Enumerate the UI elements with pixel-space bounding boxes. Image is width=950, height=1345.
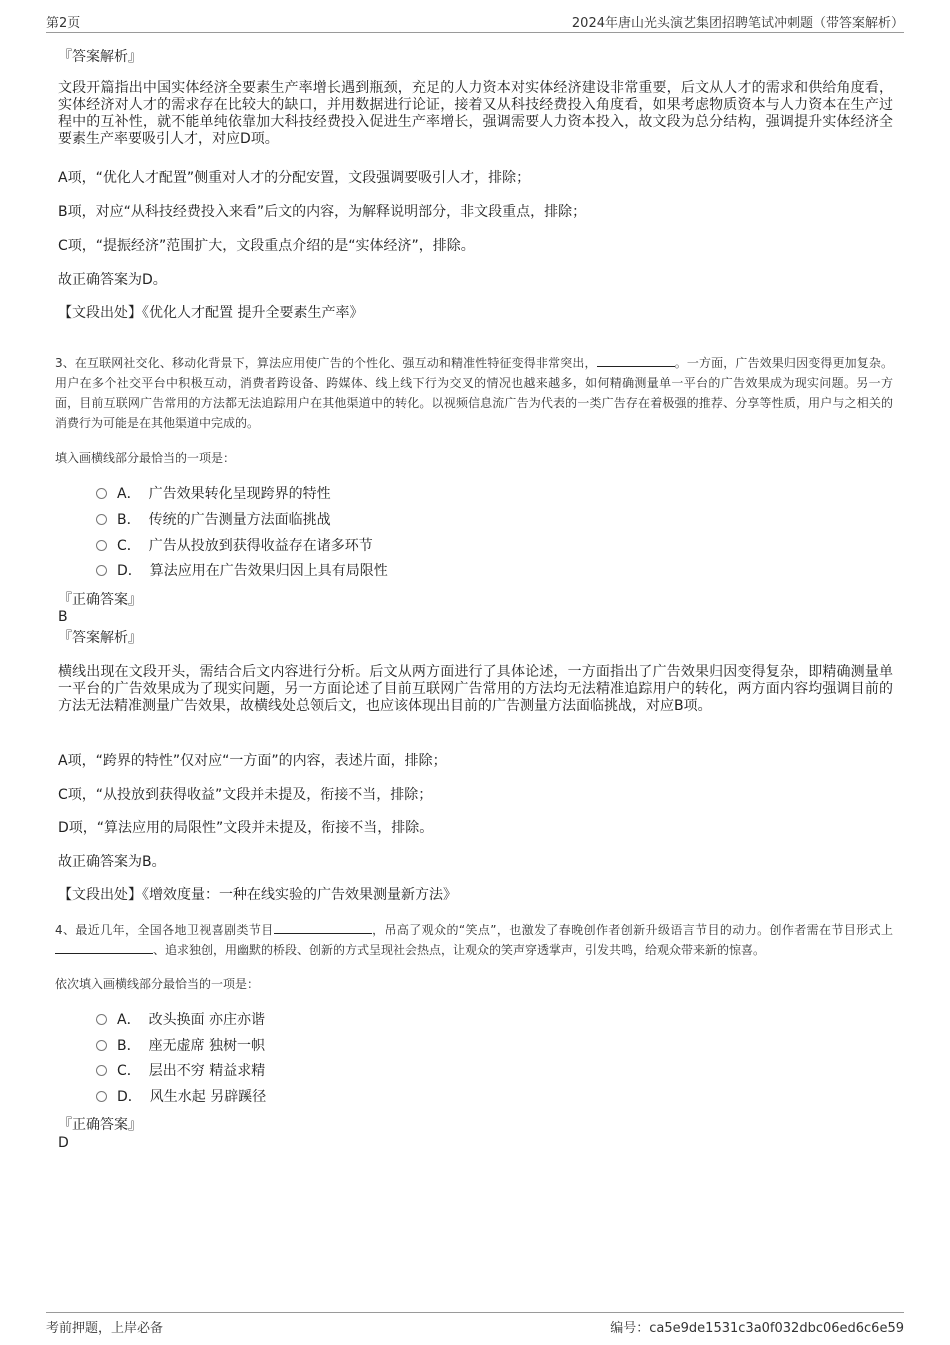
q3-blank — [597, 354, 675, 367]
q2-note-c: C项，“提振经济”范围扩大，文段重点介绍的是“实体经济”，排除。 — [58, 238, 475, 254]
q4-prompt: 依次填入画横线部分最恰当的一项是： — [55, 977, 260, 991]
radio-icon[interactable] — [96, 488, 107, 499]
q4-stem-part1: 4、最近几年，全国各地卫视喜剧类节目 — [55, 923, 274, 937]
q2-source-label: 【文段出处】 — [58, 305, 142, 321]
radio-icon[interactable] — [96, 540, 107, 551]
q4-option-a[interactable]: A． 改头换面 亦庄亦谐 — [96, 1010, 265, 1030]
radio-icon[interactable] — [96, 565, 107, 576]
footer-code-label: 编号： — [610, 1321, 650, 1336]
q2-note-a: A项，“优化人才配置”侧重对人才的分配安置，文段强调要吸引人才，排除； — [58, 170, 531, 186]
q3-conclusion: 故正确答案为B。 — [58, 854, 166, 870]
q3-option-b[interactable]: B． 传统的广告测量方法面临挑战 — [96, 510, 331, 530]
page-footer — [46, 1312, 904, 1337]
page-header — [46, 10, 904, 33]
q4-stem-part3: 、追求独创，用幽默的桥段、创新的方式呈现社会热点，让观众的笑声穿透掌声，引发共鸣，给观众带来新的惊喜。 — [153, 943, 766, 957]
q3-note-d: D项，“算法应用的局限性”文段并未提及，衔接不当，排除。 — [58, 820, 434, 836]
q3-option-d[interactable]: D． 算法应用在广告效果归因上具有局限性 — [96, 561, 388, 581]
radio-icon[interactable] — [96, 1065, 107, 1076]
radio-icon[interactable] — [96, 1040, 107, 1051]
q3-option-c[interactable]: C． 广告从投放到获得收益存在诸多环节 — [96, 536, 373, 556]
q2-conclusion: 故正确答案为D。 — [58, 272, 167, 288]
q4-stem — [55, 920, 893, 960]
q3-answer-label: 『正确答案』 — [58, 592, 142, 608]
q4-answer: D — [58, 1135, 69, 1151]
radio-icon[interactable] — [96, 1091, 107, 1102]
q3-analysis-label: 『答案解析』 — [58, 630, 142, 646]
footer-slogan: 考前押题，上岸必备 — [46, 1321, 164, 1336]
q2-note-b: B项，对应“从科技经费投入来看”后文的内容，为解释说明部分，非文段重点，排除； — [58, 204, 587, 220]
q4-option-d[interactable]: D． 风生水起 另辟蹊径 — [96, 1087, 266, 1107]
q3-stem-before: 3、在互联网社交化、移动化背景下，算法应用使广告的个性化、强互动和精准性特征变得非常突出， — [55, 356, 597, 370]
q3-note-a: A项，“跨界的特性”仅对应“一方面”的内容，表述片面，排除； — [58, 753, 447, 769]
q3-source — [58, 885, 893, 905]
q4-blank-2 — [55, 941, 153, 954]
page-number: 第2页 — [46, 16, 81, 31]
radio-icon[interactable] — [96, 514, 107, 525]
q3-stem-after: 。一方面，广告效果归因变得更加复杂。用户在多个社交平台中积极互动，消费者跨设备、跨媒体、线上线下行为交叉的情况也越来越多，如何精确测量单一平台的广告效果成为现实问题。另一方面，目前互联网广告常用的方法都无法追踪用户在其他渠道中的转化。以视频信息流广告为代表的一类广告存在着极强的推荐、分享等性质，用户与之相关的消费行为可能是在其他渠道中完成的。 — [55, 356, 893, 430]
q4-blank-1 — [274, 921, 372, 934]
q2-source — [58, 303, 893, 323]
q2-source-title: 《优化人才配置 提升全要素生产率》 — [142, 305, 364, 321]
q4-answer-label: 『正确答案』 — [58, 1117, 142, 1133]
footer-code — [610, 1317, 904, 1336]
document-title: 2024年唐山光头演艺集团招聘笔试冲刺题（带答案解析） — [571, 16, 904, 31]
q3-source-label: 【文段出处】 — [58, 887, 142, 903]
q2-analysis-label: 『答案解析』 — [58, 49, 142, 65]
q3-source-title: 《增效度量：一种在线实验的广告效果测量新方法》 — [142, 887, 457, 903]
q4-option-b[interactable]: B． 座无虚席 独树一帜 — [96, 1036, 265, 1056]
q3-answer: B — [58, 609, 68, 625]
q3-stem — [55, 353, 893, 433]
q3-note-c: C项，“从投放到获得收益”文段并未提及，衔接不当，排除； — [58, 787, 433, 803]
q2-analysis-text: 文段开篇指出中国实体经济全要素生产率增长遇到瓶颈，充足的人力资本对实体经济建设非常重要，后文从人才的需求和供给角度看，实体经济对人才的需求存在比较大的缺口，并用数据进行论证，接着又从科技经费投入角度看，如果考虑物质资本与人力资本在生产过程中的互补性，就不能单纯依靠加大科技经费投入促进生产率增长，强调需要人力资本投入，故文段为总分结构，强调提升实体经济全要素生产率要吸引人才，对应D项。 — [58, 80, 893, 147]
q3-analysis-text: 横线出现在文段开头，需结合后文内容进行分析。后文从两方面进行了具体论述，一方面指出了广告效果归因变得复杂，即精确测量单一平台的广告效果成为了现实问题，另一方面论述了目前互联网广告常用的方法均无法精准追踪用户的转化，两方面内容均强调目前的方法无法精准测量广告效果，故横线处总领后文，也应该体现出目前的广告测量方法面临挑战，对应B项。 — [58, 664, 893, 714]
footer-code-value: ca5e9de1531c3a0f032dbc06ed6c6e59 — [649, 1321, 904, 1336]
q3-option-a[interactable]: A． 广告效果转化呈现跨界的特性 — [96, 484, 331, 504]
q3-prompt: 填入画横线部分最恰当的一项是： — [55, 451, 236, 465]
q4-option-c[interactable]: C． 层出不穷 精益求精 — [96, 1061, 265, 1081]
q4-stem-part2: ，吊高了观众的“笑点”，也激发了春晚创作者创新升级语言节目的动力。创作者需在节目形式上 — [371, 923, 894, 937]
radio-icon[interactable] — [96, 1014, 107, 1025]
